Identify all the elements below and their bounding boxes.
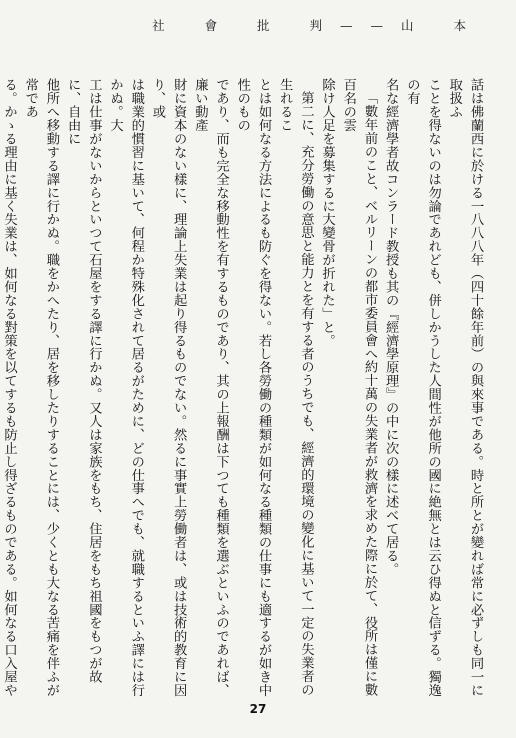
body-text: [1, 78, 486, 698]
paragraph-line: 財に資本のない樣に、理論上失業は起り得るものでない。然るに事實上勞働者は、或は技術的教育に因り、或: [149, 78, 187, 697]
paragraph-line: る。かゝる理由に基く失業は、如何なる對策を以てするも防止し得ざるものである。如何なる口入屋や: [1, 78, 17, 697]
paragraph-line: 他所へ移動する譯に行かぬ。職をかへたり、居を移したりすることには、少くとも大なる苦痛を伴ふが常であ: [22, 78, 59, 697]
quote-line: 除け人足を募集するに大變骨が折れた」と。: [319, 78, 335, 347]
quote-line: 「數年前のこと、ベルリーンの都市委員會へ約十萬の失業者が救濟を求めた際に於て、役所は僅に數百名の雲: [340, 78, 377, 697]
paragraph-line: 名な經濟學者故コンラード教授も其の『經濟學原理』の中に次の樣に述べて居る。: [383, 78, 399, 576]
running-title: 社 會 批 判——山 本: [152, 18, 484, 33]
paragraph-line: とは如何なる方法によるも防ぐを得ない。若し各勞働の種類が如何なる種類の仕事にも適するが如き中性のもの: [234, 78, 271, 697]
paragraph-line: は職業的慣習に基いて、何程か特殊化されて居るがために、どの仕事へでも、就職するといふ譯には行かぬ。大: [107, 78, 144, 697]
paragraph-line: であり、而も完全な移動性を有するものであり、其の上報酬は下つても種類を選ぶといふのであれば、廉い動產: [192, 78, 229, 697]
paragraph-line: 話は佛蘭西に於ける一八八八年（四十餘年前）の與來事である。時と所とが變れば常に必ずしも同一に取扱ふ: [446, 78, 483, 697]
paragraph-line: 第二に、充分勞働の意思と能力とを有する者のうちでも、經濟的環境の變化に基いて一定の失業者の生れるこ: [277, 78, 314, 697]
paragraph-line: ことを得ないのは勿論であれども、併しかうした人間性が他所の國に絶無とは云ひ得ぬと信ずる。獨逸の有: [404, 78, 441, 697]
page-number: 27: [249, 702, 267, 716]
running-header: [14, 12, 502, 36]
paragraph-line: 工は仕事がないからといつて石屋をする譯に行かぬ。又人は家族をもち、住居をもち祖國をもつが故に、自由に: [65, 78, 102, 684]
